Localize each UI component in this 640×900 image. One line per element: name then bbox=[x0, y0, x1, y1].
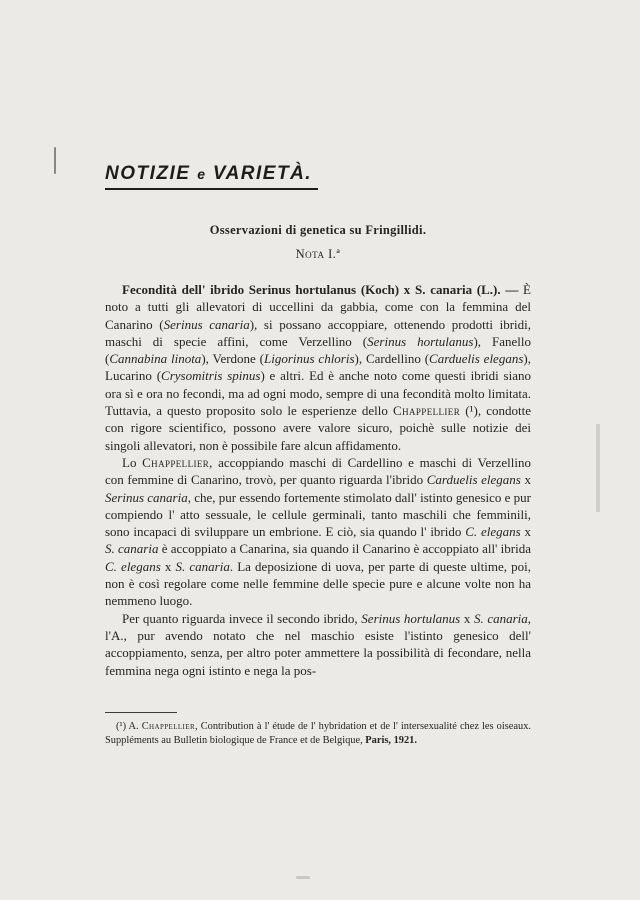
text-segment: Carduelis elegans bbox=[429, 351, 524, 367]
text-segment: Serinus canaria bbox=[163, 316, 250, 332]
text-segment: S. canaria bbox=[175, 558, 230, 574]
text-segment: Fecondità dell' ibrido Serinus hortulanus (Koch) x S. canaria (L.). — bbox=[122, 282, 524, 297]
text-segment: Serinus hortulanus bbox=[361, 610, 461, 626]
text-segment: ), Cardellino ( bbox=[354, 351, 430, 367]
section-title-word: VARIETÀ. bbox=[212, 163, 313, 184]
text-segment: , accoppiando maschi di Cardellino e maschi di Verzellino con femmine di Canarino, trovò, per quanto riguarda l'ibrido bbox=[105, 454, 531, 488]
paragraph bbox=[105, 281, 531, 454]
footnote bbox=[105, 712, 531, 747]
text-segment: Paris, 1921. bbox=[365, 734, 417, 746]
text-segment: x bbox=[520, 524, 531, 540]
text-segment: È noto a tutti gli allevatori di uccellini da gabbia, come con la femmina del Canarino ( bbox=[105, 282, 531, 332]
footnote-rule bbox=[105, 712, 177, 713]
text-segment: S. canaria bbox=[105, 541, 159, 557]
text-segment: è accoppiato a Canarina, sia quando il Canarino è accoppiato all' ibrida bbox=[158, 541, 531, 557]
text-segment: Lo bbox=[122, 454, 143, 470]
text-segment: x bbox=[460, 610, 474, 626]
scan-artifact-left-mark bbox=[54, 147, 56, 174]
scan-artifact-right-edge bbox=[596, 424, 600, 512]
paragraph bbox=[105, 720, 531, 747]
text-segment: (¹), condotte con rigore scientifico, possono avere valore sicuro, poichè sulle notizie dei singoli allevatori, non è possibile fare alcun affidamento. bbox=[105, 403, 531, 453]
text-segment: . La deposizione di uova, per parte di queste ultime, poi, non è così regolare come nelle femmine delle specie pure e alcune volte non ha nemmeno luogo. bbox=[105, 558, 532, 609]
text-segment: C. elegans bbox=[465, 524, 521, 540]
section-title bbox=[105, 163, 318, 190]
text-segment: Chappellier bbox=[142, 454, 210, 470]
page-content bbox=[105, 0, 531, 679]
text-segment: , Contribution à l' étude de l' hybridation et de l' intersexualité chez les oiseaux. Suppléments au Bulletin biologique de France et de Belgique, bbox=[105, 721, 531, 746]
section-title-conjunction: e bbox=[197, 166, 207, 182]
text-segment: C. elegans bbox=[105, 558, 161, 574]
text-segment: Per quanto riguarda invece il secondo ibrido, bbox=[122, 610, 362, 626]
article-heading: Osservazioni di genetica su Fringillidi. bbox=[209, 223, 427, 237]
text-segment: Cannabina linota bbox=[109, 351, 202, 367]
section-title-word: NOTIZIE bbox=[105, 163, 191, 184]
text-segment: Crysomitris spinus bbox=[161, 368, 261, 384]
text-segment: S. canaria bbox=[473, 610, 528, 626]
paragraph bbox=[105, 610, 531, 679]
article-subheading: Nota I.ª bbox=[295, 247, 341, 261]
text-segment: ), Fanello ( bbox=[105, 333, 532, 367]
text-segment: Ligorinus chloris bbox=[264, 351, 355, 367]
text-segment: (¹) A. bbox=[116, 721, 142, 732]
text-segment: ), Lucarino ( bbox=[105, 351, 531, 384]
text-segment: ), si possano accoppiare, ottenendo prodotti ibridi, maschi di specie affini, come Verzellino ( bbox=[105, 316, 531, 349]
text-segment: x bbox=[520, 472, 532, 488]
footnote-text bbox=[105, 720, 531, 747]
body-text bbox=[105, 281, 531, 679]
text-segment: x bbox=[160, 558, 176, 574]
text-segment: Chappellier bbox=[393, 403, 461, 419]
text-segment: Carduelis elegans bbox=[426, 472, 521, 488]
text-segment: , l'A., pur avendo notato che nel maschio esiste l'istinto genesico dell' accoppiamento, senza, per altro poter ammettere la possibilità di fecondare, nella femmina nega ogni istinto e nega la pos- bbox=[105, 610, 532, 678]
text-segment: ), Verdone ( bbox=[201, 351, 264, 367]
text-segment: , che, pur essendo fortemente stimolato dall' istinto genesico e pur compiendo l' atto sessuale, le cellule germinali, tanto maschili che femminili, sono incapaci di sviluppare un embrione. E ciò, sia quando l' ibrido bbox=[105, 489, 531, 540]
paragraph bbox=[105, 454, 531, 610]
text-segment: Serinus hortulanus bbox=[367, 333, 474, 349]
text-segment: Chappellier bbox=[141, 721, 196, 732]
text-segment: ) e altri. Ed è anche noto come questi ibridi siano ora sì e ora no fecondi, ma ad ogni modo, sempre di una fecondità molto limitata. Tuttavia, a questo proposito solo le esperienze dello bbox=[105, 368, 531, 419]
text-segment: Serinus canaria bbox=[105, 489, 188, 505]
scan-artifact-bottom-mark bbox=[296, 876, 310, 879]
